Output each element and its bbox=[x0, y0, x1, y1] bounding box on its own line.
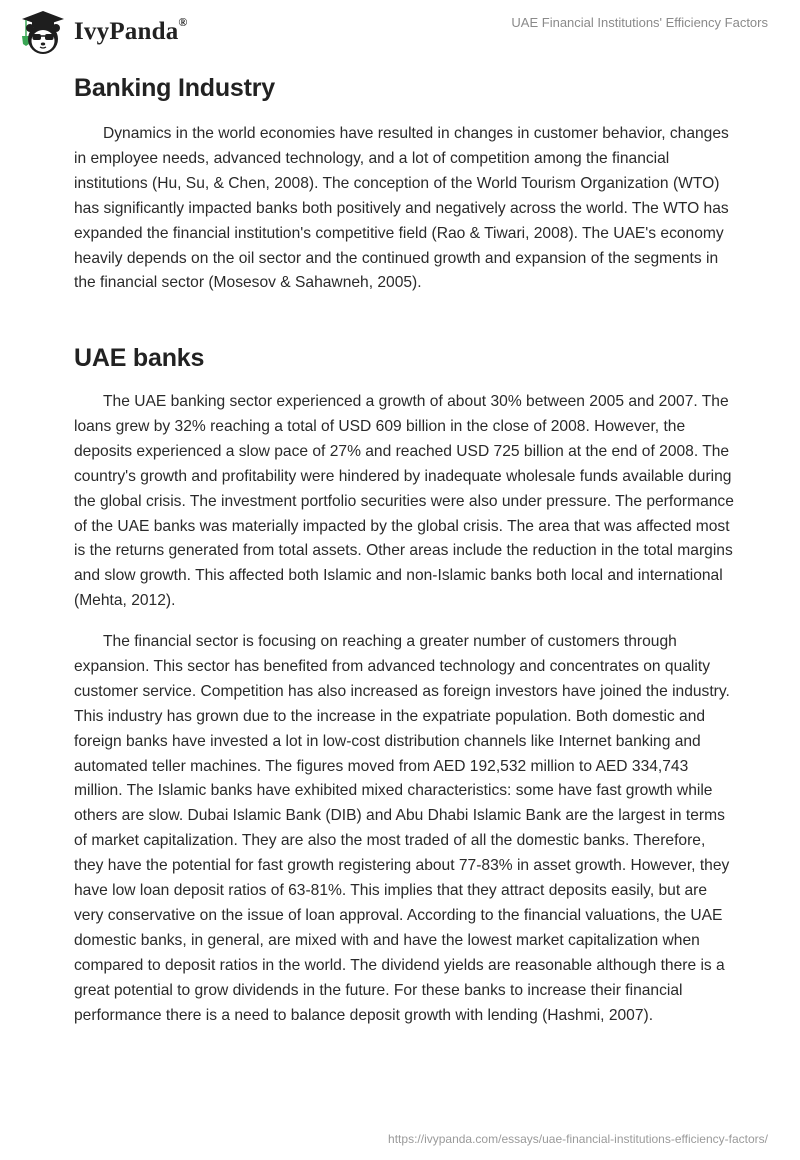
section-heading-uae-banks: UAE banks bbox=[74, 344, 205, 372]
paragraph: The UAE banking sector experienced a growth of about 30% between 2005 and 2007. The loans grew by 32% reaching a total of USD 609 billion in the close of 2008. However, the deposits experienced a slow pace of 27% and reached USD 725 billion at the end of 2008. The country's growth and profitability were hindered by inadequate wholesale funds available during the global crisis. The investment portfolio securities were also under pressure. The performance of the UAE banks was materially impacted by the global crisis. The area that was affected most is the returns generated from total assets. Other areas include the reduction in the total margins and slow growth. This affected both Islamic and non-Islamic banks both local and international (Mehta, 2012). bbox=[74, 393, 734, 610]
brand-name: IvyPanda® bbox=[74, 14, 188, 45]
ivypanda-logo[interactable] bbox=[18, 8, 188, 56]
paragraph: The financial sector is focusing on reaching a greater number of customers through expansion. This sector has benefited from advanced technology and concentrates on quality customer service. Competition has also increased as foreign investors have joined the industry. This industry has grown due to the increase in the expatriate population. Both domestic and foreign banks have invested a lot in low-cost distribution channels like Internet banking and automated teller machines. The figures moved from AED 192,532 million to AED 334,743 million. The Islamic banks have exhibited mixed characteristics: some have fast growth while others are slow. Dubai Islamic Bank (DIB) and Abu Dhabi Islamic Bank are the largest in terms of market capitalization. They are also the most traded of all the domestic banks. Therefore, they have the potential for fast growth registering about 77-83% in asset growth. However, they have low loan deposit ratios of 63-81%. This implies that they attract deposits easily, but are very conservative on the issue of loan approval. According to the financial valuations, the UAE domestic banks, in general, are mixed with and have the lowest market capitalization when compared to deposit ratios in the world. The dividend yields are reasonable although there is a great potential to grow dividends in the future. For these banks to increase their financial performance there is a need to balance deposit growth with lending (Hashmi, 2007). bbox=[74, 633, 730, 1024]
page-header bbox=[0, 0, 800, 60]
panda-graduate-icon bbox=[18, 8, 68, 56]
paragraph: Dynamics in the world economies have resulted in changes in customer behavior, changes in employee needs, advanced technology, and a lot of competition among the financial institutions (Hu, Su, & Chen, 2008). The conception of the World Tourism Organization (WTO) has significantly impacted banks both positively and negatively across the world. The WTO has expanded the financial institution's competitive field (Rao & Tiwari, 2008). The UAE's economy heavily depends on the oil sector and the continued growth and expansion of the segments in the financial sector (Mosesov & Sahawneh, 2005). bbox=[74, 125, 729, 292]
source-url-link[interactable]: https://ivypanda.com/essays/uae-financial-institutions-efficiency-factors/ bbox=[388, 1132, 768, 1146]
document-title: UAE Financial Institutions' Efficiency Factors bbox=[511, 15, 768, 30]
section-heading-banking-industry: Banking Industry bbox=[74, 74, 275, 102]
registered-mark: ® bbox=[178, 14, 188, 29]
